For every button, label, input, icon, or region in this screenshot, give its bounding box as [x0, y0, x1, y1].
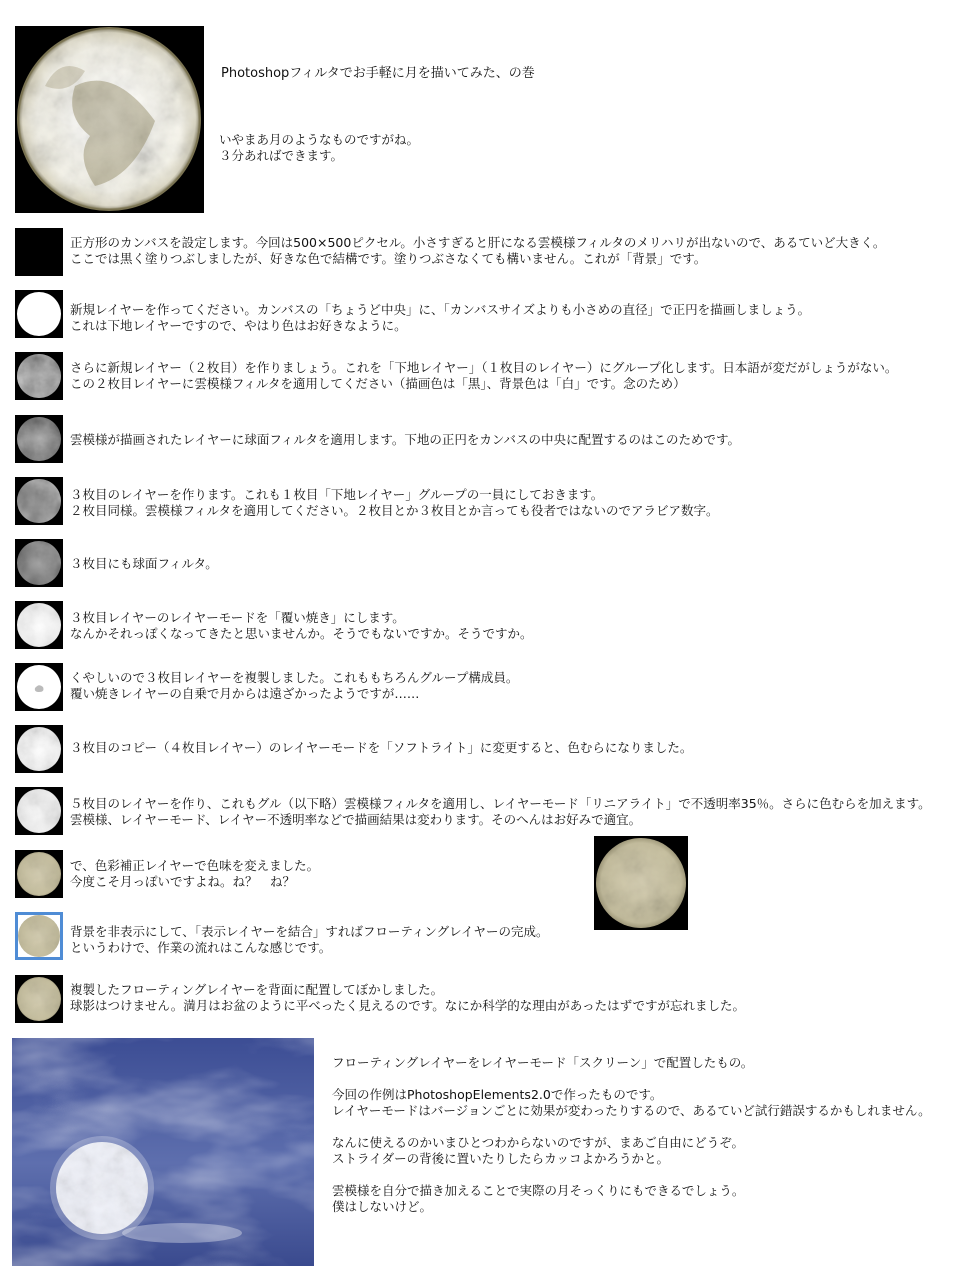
- step-13-line-1: 複製したフローティングレイヤーを背面に配置してぼかしました。: [70, 982, 444, 997]
- step-8-line-1: くやしいので３枚目レイヤーを複製しました。これももちろんグループ構成員。: [70, 670, 519, 685]
- step-1-thumbnail: [15, 228, 63, 276]
- footer-p3-line-2: ストライダーの背後に置いたりしたらカッコよかろうかと。: [332, 1151, 670, 1166]
- step-2-line-1: 新規レイヤーを作ってください。カンバスの「ちょうど中央」に、「カンバスサイズよりも小さめの直径」で正円を描画しましょう。: [70, 302, 811, 317]
- step-1-text: [70, 235, 885, 267]
- step-11-thumbnail: [15, 850, 63, 898]
- step-6-thumbnail: [15, 539, 63, 587]
- step-6-line-1: ３枚目にも球面フィルタ。: [70, 556, 218, 571]
- intro-line-2: ３分あればできます。: [219, 148, 344, 163]
- step-5-line-1: ３枚目のレイヤーを作ります。これも１枚目「下地レイヤー」グループの一員にしておきます。: [70, 487, 604, 502]
- step-12-text: [70, 924, 549, 956]
- step-10-thumbnail: [15, 787, 63, 835]
- footer-text: [332, 1055, 931, 1215]
- step-12-line-1: 背景を非表示にして、「表示レイヤーを結合」すればフローティングレイヤーの完成。: [70, 924, 549, 939]
- step-10-text: [70, 796, 931, 828]
- step-4-text: [70, 432, 740, 448]
- step-9-text: [70, 740, 692, 756]
- page-title: Photoshopフィルタでお手軽に月を描いてみた、の巻: [221, 66, 535, 81]
- step-8-thumbnail: [15, 663, 63, 711]
- step-2-thumbnail: [15, 290, 63, 338]
- step-9-line-1: ３枚目のコピー（４枚目レイヤー）のレイヤーモードを「ソフトライト」に変更すると、色むらになりました。: [70, 740, 693, 755]
- step-7-line-1: ３枚目レイヤーのレイヤーモードを「覆い焼き」にします。: [70, 610, 405, 625]
- footer-p4-line-2: 僕はしないけど。: [332, 1199, 433, 1214]
- step-5-text: [70, 487, 719, 519]
- step-11-text: [70, 858, 319, 890]
- step-1-line-1: 正方形のカンバスを設定します。今回は500×500ピクセル。小さすぎると肝になる雲模様フィルタのメリハリが出ないので、あるていど大きく。: [70, 235, 886, 250]
- footer-p4-line-1: 雲模様を自分で描き加えることで実際の月そっくりにもできるでしょう。: [332, 1183, 745, 1198]
- intro-text: [219, 132, 419, 164]
- step-13-text: [70, 982, 745, 1014]
- step-13-thumbnail: [15, 975, 63, 1023]
- step-7-line-2: なんかそれっぽくなってきたと思いませんか。そうでもないですか。そうですか。: [70, 626, 533, 641]
- step-11-line-2: 今度こそ月っぽいですよね。ね？ ね？: [70, 874, 296, 889]
- step-7-thumbnail: [15, 601, 63, 649]
- step-8-text: [70, 670, 518, 702]
- footer-p3-line-1: なんに使えるのかいまひとつわからないのですが、まあご自由にどうぞ。: [332, 1135, 745, 1150]
- step-3-line-2: この２枚目レイヤーに雲模様フィルタを適用してください（描画色は「黒」、背景色は「白」です。念のため）: [70, 376, 686, 391]
- footer-p2-line-1: 今回の作例はPhotoshopElements2.0で作ったものです。: [332, 1087, 663, 1102]
- step-12-line-2: というわけで、作業の流れはこんな感じです。: [70, 940, 332, 955]
- step-5-thumbnail: [15, 477, 63, 525]
- step-3-thumbnail: [15, 352, 63, 400]
- step-10-line-1: ５枚目のレイヤーを作り、これもグル（以下略）雲模様フィルタを適用し、レイヤーモード「リニアライト」で不透明率35％。さらに色むらを加えます。: [70, 796, 931, 811]
- step-5-line-2: ２枚目同様。雲模様フィルタを適用してください。２枚目とか３枚目とか言っても役者ではないのでアラビア数字。: [70, 503, 719, 518]
- step-11-line-1: で、色彩補正レイヤーで色味を変えました。: [70, 858, 320, 873]
- sepia-moon-image: [594, 836, 688, 930]
- step-4-thumbnail: [15, 415, 63, 463]
- step-3-text: [70, 360, 897, 392]
- step-13-line-2: 球影はつけません。満月はお盆のように平べったく見えるのです。なにか科学的な理由があったはずですが忘れました。: [70, 998, 746, 1013]
- step-12-thumbnail: [15, 912, 63, 960]
- step-3-line-1: さらに新規レイヤー（２枚目）を作りましょう。これを「下地レイヤー」（１枚目のレイヤー）にグループ化します。日本語が変だがしょうがない。: [70, 360, 898, 375]
- step-2-text: [70, 302, 810, 334]
- step-4-line-1: 雲模様が描画されたレイヤーに球面フィルタを適用します。下地の正円をカンバスの中央に配置するのはこのためです。: [70, 432, 741, 447]
- hero-moon-image: [15, 26, 204, 213]
- step-7-text: [70, 610, 533, 642]
- step-2-line-2: これは下地レイヤーですので、やはり色はお好きなように。: [70, 318, 407, 333]
- footer-p2-line-2: レイヤーモードはバージョンごとに効果が変わったりするので、あるていど試行錯誤するかもしれません。: [332, 1103, 931, 1118]
- step-6-text: [70, 556, 218, 572]
- footer-p1: フローティングレイヤーをレイヤーモード「スクリーン」で配置したもの。: [332, 1055, 754, 1070]
- step-9-thumbnail: [15, 725, 63, 773]
- final-sky-moon-image: [12, 1038, 314, 1266]
- step-1-line-2: ここでは黒く塗りつぶしましたが、好きな色で結構です。塗りつぶさなくても構いません。これが「背景」です。: [70, 251, 707, 266]
- intro-line-1: いやまあ月のようなものですがね。: [219, 132, 420, 147]
- step-8-line-2: 覆い焼きレイヤーの自乗で月からは遠ざかったようですが……: [70, 686, 420, 701]
- step-10-line-2: 雲模様、レイヤーモード、レイヤー不透明率などで描画結果は変わります。そのへんはお好みで適宜。: [70, 812, 642, 827]
